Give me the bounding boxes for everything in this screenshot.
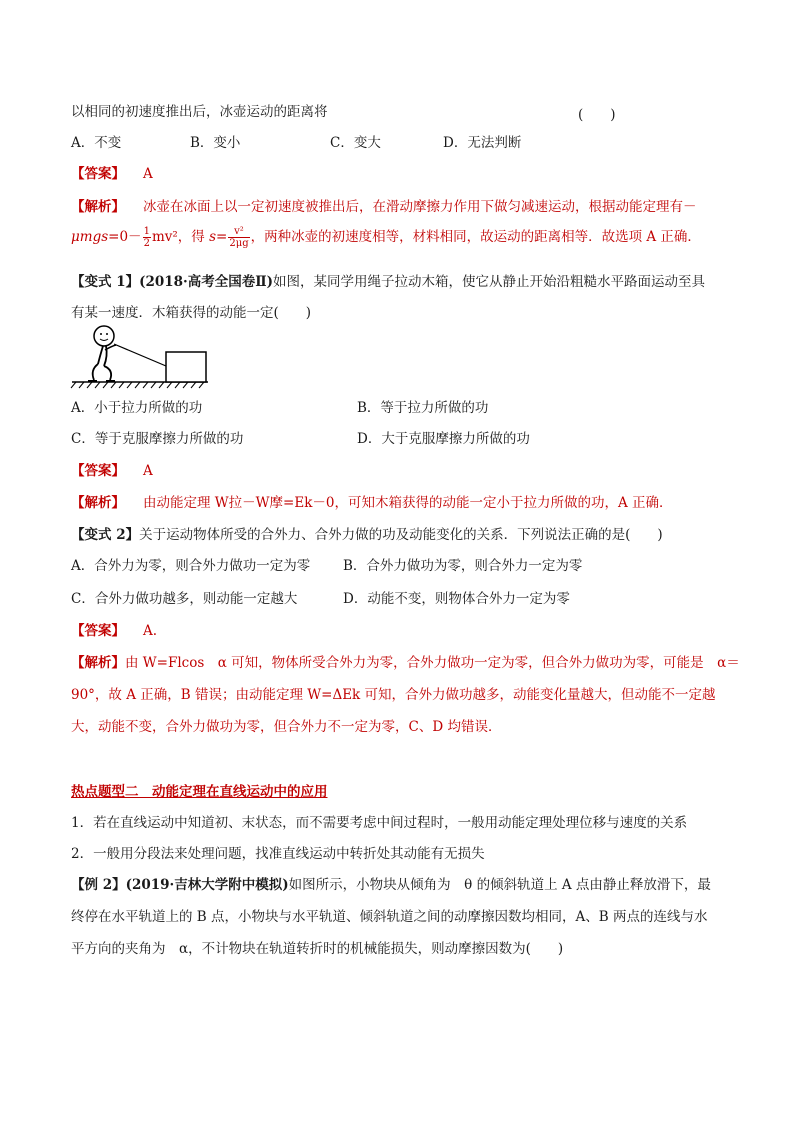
- formula-s: s: [209, 229, 217, 245]
- example2-line3: 平方向的夹角为 α，不计物块在轨道转折时的机械能损失，则动摩擦因数为( ): [71, 941, 564, 957]
- variant1-tag: 【变式 1】: [71, 274, 140, 290]
- variant2-option-d: D．动能不变，则物体合外力一定为零: [343, 591, 570, 607]
- variant1-stem-line1: [71, 273, 705, 291]
- analysis-tag: 【解析】: [71, 199, 125, 215]
- variant1-option-d: D．大于克服摩擦力所做的功: [357, 431, 530, 447]
- variant1-option-c: C．等于克服摩擦力所做的功: [71, 431, 244, 447]
- example2-source: (2019·吉林大学附中模拟): [125, 877, 289, 893]
- formula-mv2: mv²，得: [151, 229, 210, 245]
- fraction-v2-over-2mug: $\frac{\text{v²}}{2\mu g}$: [229, 226, 249, 249]
- section-point-1: 1．若在直线运动中知道初、末状态，而不需要考虑中间过程时，一般用动能定理处理位移与速度的关系: [71, 815, 688, 831]
- variant2-analysis-text1: 由 W=Flcos α 可知，物体所受合外力为零，合外力做功一定为零，但合外力做功为零，可能是 α＝: [125, 655, 740, 671]
- variant2-analysis-line3: 大，动能不变，合外力做功为零，但合外力不一定为零，C、D 均错误．: [71, 719, 502, 735]
- answer-blank: ( ): [578, 107, 616, 123]
- figure-person-pulling-box: [70, 322, 212, 390]
- example2-line1: [71, 876, 711, 894]
- option-a: A．不变: [71, 135, 122, 151]
- variant2-analysis-line2: 90°，故 A 正确，B 错误；由动能定理 W=ΔEk 可知，合外力做功越多，动能变化量越大，但动能不一定越: [71, 687, 716, 703]
- variant2-option-c: C．合外力做功越多，则动能一定越大: [71, 591, 298, 607]
- variant1-source: (2018·高考全国卷Ⅱ): [139, 274, 274, 290]
- section-title: 热点题型二 动能定理在直线运动中的应用: [71, 784, 328, 800]
- option-b: B．变小: [190, 135, 241, 151]
- variant1-option-a: A．小于拉力所做的功: [71, 400, 203, 416]
- variant1-answer-tag: 【答案】: [71, 463, 125, 479]
- variant2-answer-value: A.: [143, 623, 158, 639]
- variant1-answer-value: A: [143, 463, 153, 479]
- section-point-2: 2．一般用分段法来处理问题，找准直线运动中转折处其动能有无损失: [71, 846, 485, 862]
- option-c: C．变大: [330, 135, 381, 151]
- option-d: D．无法判断: [443, 135, 522, 151]
- variant2-option-a: A．合外力为零，则合外力做功一定为零: [71, 558, 311, 574]
- variant2-option-b: B．合外力做功为零，则合外力一定为零: [343, 558, 583, 574]
- fraction-half: $\frac{1}{2}$: [143, 226, 150, 249]
- analysis-formula-line: [71, 226, 701, 249]
- example2-text1: 如图所示，小物块从倾角为 θ 的倾斜轨道上 A 点由静止释放滑下，最: [288, 877, 711, 893]
- formula-mumgs: μmgs: [71, 229, 109, 245]
- variant2-text: 关于运动物体所受的合外力、合外力做的功及动能变化的关系．下列说法正确的是( ): [139, 527, 663, 543]
- question-stem: 以相同的初速度推出后，冰壶运动的距离将: [71, 104, 328, 120]
- variant1-text1: 如图，某同学用绳子拉动木箱，使它从静止开始沿粗糙水平路面运动至具: [273, 274, 706, 290]
- variant2-analysis-line1: [71, 654, 740, 672]
- variant1-stem-line2: 有某一速度．木箱获得的动能一定( ): [71, 305, 312, 321]
- answer-tag: 【答案】: [71, 166, 125, 182]
- variant2-analysis-tag: 【解析】: [71, 655, 125, 671]
- variant1-analysis-text: 由动能定理 W拉－W摩=Ek－0，可知木箱获得的动能一定小于拉力所做的功，A 正确．: [143, 495, 673, 511]
- formula-conclusion: ，两种冰壶的初速度相等，材料相同，故运动的距离相等．故选项 A 正确．: [250, 229, 701, 245]
- variant2-stem: [71, 526, 663, 544]
- example2-tag: 【例 2】: [71, 877, 126, 893]
- variant2-tag: 【变式 2】: [71, 527, 140, 543]
- formula-eq: =0－: [108, 229, 142, 245]
- formula-eq2: =: [216, 229, 228, 245]
- variant1-option-b: B．等于拉力所做的功: [357, 400, 489, 416]
- variant1-analysis-tag: 【解析】: [71, 495, 125, 511]
- answer-value: A: [143, 166, 153, 182]
- variant2-answer-tag: 【答案】: [71, 623, 125, 639]
- analysis-text: 冰壶在冰面上以一定初速度被推出后，在滑动摩擦力作用下做匀减速运动，根据动能定理有－: [143, 199, 697, 215]
- example2-line2: 终停在水平轨道上的 B 点，小物块与水平轨道、倾斜轨道之间的动摩擦因数均相同，A、B 两点的连线与水: [71, 909, 708, 925]
